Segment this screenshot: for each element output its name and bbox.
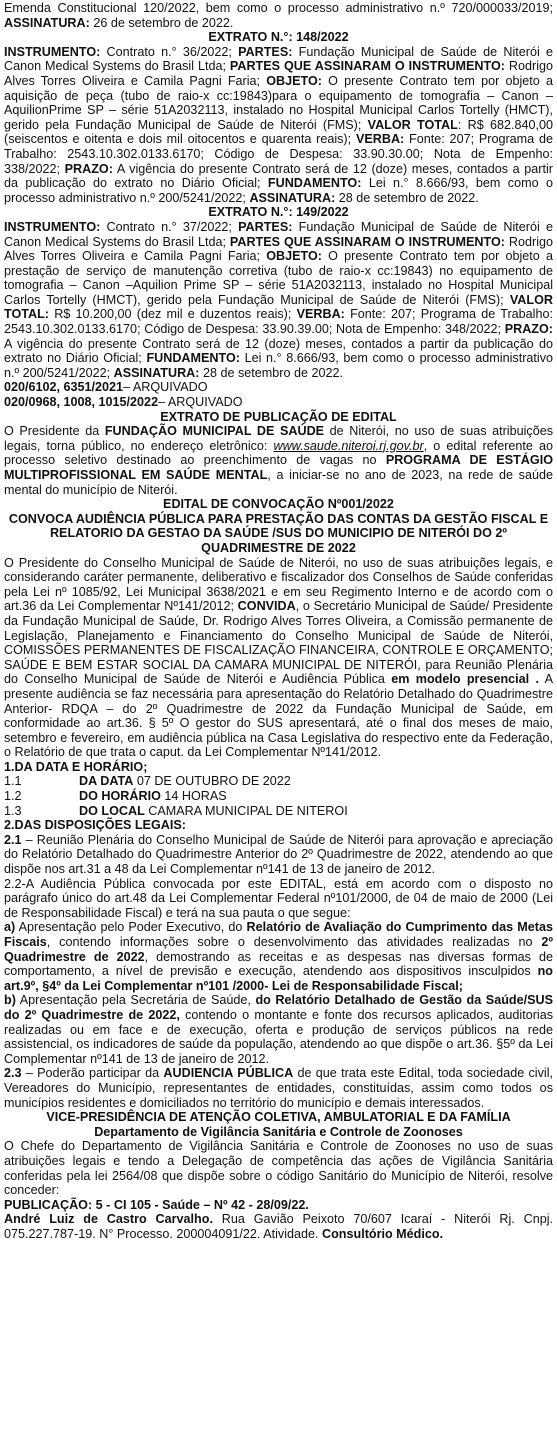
text-run: FUNDAMENTO: — [146, 351, 240, 366]
paragraph-emenda — [4, 1, 553, 30]
text-run: no art.9º, §4º da Lei Complementar nº101 /2000- Lei de Responsabilidade Fiscal; — [4, 964, 553, 993]
schedule-item — [4, 789, 553, 804]
text-run: INSTRUMENTO: — [4, 219, 101, 234]
text-run: FUNDAÇÃO MUNICIPAL DE SAÚDE — [104, 424, 325, 439]
text-run: – ARQUIVADO — [123, 380, 208, 395]
text-run: 28 de setembro de 2022. — [335, 190, 479, 205]
text-run: PRAZO: — [64, 161, 113, 176]
text-run: VERBA: — [296, 307, 345, 322]
text-run: 1.DA DATA E HORÁRIO; — [4, 759, 148, 774]
line-publicacao — [4, 1198, 553, 1213]
schedule-item-number: 1.1 — [4, 774, 22, 789]
text-run: VALOR TOTAL: — [4, 292, 553, 322]
line-arquivado-1 — [4, 380, 553, 395]
paragraph-item-a — [4, 920, 553, 993]
schedule-item-label: DO LOCAL — [79, 803, 145, 818]
heading-departamento — [4, 1125, 553, 1140]
text-run: Consultório Médico. — [322, 1226, 444, 1241]
text-run: Fonte: 207; Programa de Trabalho: 2543.10.302.0133.6170; Código de Despesa: 33.90.30.00; Nota de Empenho: 338/2022; — [4, 132, 553, 176]
text-run: PUBLICAÇÃO: 5 - CI 105 - Saúde – Nº 42 - 28/09/22. — [4, 1197, 309, 1212]
text-run: A vigência do presente Contrato será de 12 (doze) meses, contados a partir da publicação do extrato no Diário Oficial; — [4, 161, 553, 191]
text-run: Rodrigo Alves Torres Oliveira e Camila Pagni Faria; — [4, 234, 554, 264]
text-run: b) — [4, 993, 16, 1008]
text-run: – Reunião Plenária do Conselho Municipal de Saúde de Niterói para aprovação e apreciação do Relatório Detalhado do Quadrimestre Anterior do 2º Quadrimestre de 2022, atendendo ao que dispõe nos art.31 a 48 da Lei Complementar nº141 de 13 de janeiro de 2012. — [4, 832, 553, 877]
text-run: 2.DAS DISPOSIÇÕES LEGAIS: — [4, 818, 186, 833]
text-run: em modelo presencial . — [391, 672, 539, 687]
text-run: A presente audiência se faz necessária para apresentação do Relatório Detalhado do Quadrimestre Anterior- RDQA – do 2º Quadrimestre de 2022 da Fundação Municipal de Saúde, em conformidade ao art.36. § 5º O gestor do SUS apresentará, até o final dos meses de maio, setembro e fevereiro, em audiência pública na Casa Legislativa do respectivo ente da Federação, o Relatório de que trata o caput. da Lei Complementar Nº141/2012. — [4, 672, 553, 760]
heading-extrato-edital — [4, 410, 553, 425]
text-run: EDITAL DE CONVOCAÇÃO Nº001/2022 — [163, 497, 394, 512]
text-run: contendo o montante e fonte dos recursos aplicados, auditorias realizadas ou em face e de execução, oferta e produção de serviços públicos na rede assistencial, os indicadores de saúde da população, atendendo ao que dispõe o art.36. §5º da Lei Complementar nº141 de 13 de janeiro de 2012. — [4, 1007, 553, 1066]
schedule-item-text — [79, 804, 348, 819]
paragraph-2-2 — [4, 877, 553, 921]
schedule-item-value: CAMARA MUNICIPAL DE NITEROI — [144, 803, 348, 818]
text-run: INSTRUMENTO: — [4, 44, 101, 59]
text-run: CONVIDA — [237, 599, 296, 614]
heading-extrato-149 — [4, 205, 553, 220]
text-run: PARTES QUE ASSINARAM O INSTRUMENTO: — [229, 234, 505, 249]
text-run: 020/6102, 6351/2021 — [4, 380, 124, 395]
text-run: ASSINATURA: — [4, 15, 90, 30]
text-run: Fonte: 207; Programa de Trabalho: 2543.10.302.0133.6170; Código de Despesa: 33.90.39.00; Nota de Empenho: 348/2022; — [4, 307, 553, 337]
text-run: VALOR TOTAL — [367, 117, 458, 132]
schedule-item-value: 14 HORAS — [160, 789, 227, 804]
text-run: , o edital referente ao processo seletivo destinado ao preenchimento de vagas no — [4, 438, 553, 468]
text-run: O Presidente do Conselho Municipal de Saúde de Niterói, no uso de suas atribuições legais, e considerando caráter permanente, deliberativo e fiscalizador dos Conselhos de Saúde conferidas pela Lei nº 1085/92, Lei Municipal 3638/2021 e em seu Regimento Interno e de acordo com o art.36 da Lei Complementar Nº141/2012; — [4, 555, 553, 614]
text-run: O presente Contrato tem por objeto a aquisição de peça (tubo de raio-x cc:19843)para o equipamento de tomografia – Canon –AquilionPrime SP – série 51A2032113, instalado no Hospital Municipal Carlos Tortelly (HMCT), gerido pela Fundação Municipal de Saúde de Niterói (FMS); — [4, 73, 553, 132]
text-run: Apresentação pelo Poder Executivo, do — [15, 920, 247, 935]
text-run: 26 de setembro de 2022. — [89, 15, 234, 30]
heading-data-horario — [4, 760, 553, 775]
text-run: VERBA: — [355, 132, 405, 147]
schedule-item-value: 07 DE OUTUBRO DE 2022 — [133, 774, 291, 789]
text-run: 2.3 — [4, 1066, 22, 1081]
text-run: Fundação Municipal de Saúde de Niterói e Canon Medical Systems do Brasil Ltda; — [4, 219, 553, 249]
text-run: Rua Gavião Peixoto 70/607 Icaraí - Niterói Rj. Cnpj. 075.227.787-19. N° Processo. 200004091/22. Atividade. — [4, 1212, 553, 1241]
text-run: EXTRATO N.°: 148/2022 — [208, 30, 349, 45]
paragraph-2-1 — [4, 833, 553, 877]
text-run: OBJETO: — [266, 73, 322, 88]
paragraph-extrato-edital — [4, 424, 553, 497]
text-run: Apresentação pela Secretária de Saúde, — [15, 993, 256, 1008]
text-run: ASSINATURA: — [249, 190, 336, 205]
text-run: 2.1 — [4, 832, 22, 847]
heading-convoca-audiencia — [4, 512, 553, 556]
text-run: Rodrigo Alves Torres Oliveira e Camila Pagni Faria; — [4, 59, 554, 88]
text-run: O Chefe do Departamento de Vigilância Sanitária e Controle de Zoonoses no uso de suas atribuições legais e tendo a Delegação de competência das ações de Vigilância Sanitária conferidas pela lei 2564/08 que dispõe sobre o código Sanitário do Município de Niterói, resolve conceder: — [4, 1139, 553, 1198]
text-run: Emenda Constitucional 120/2022, bem como o processo administrativo n.º 720/000033/2019; — [4, 1, 553, 15]
schedule-item-text — [79, 774, 291, 789]
schedule-list — [4, 774, 553, 818]
schedule-item-text — [79, 789, 227, 804]
text-run: Departamento de Vigilância Sanitária e Controle de Zoonoses — [94, 1124, 463, 1139]
text-run: FUNDAMENTO: — [267, 176, 362, 191]
text-run: O presente Contrato tem por objeto a prestação de serviço de manutenção corretiva (tubo de raio-x cc:19843) no equipamento de tomografia – Canon –Aquilion Prime SP – série 51A2032113, instalado no Hospital Municipal Carlos Tortelly (HMCT), gerido pela Fundação Municipal de Saúde de Niterói (FMS); — [4, 249, 553, 307]
paragraph-andre-luiz — [4, 1212, 553, 1241]
text-run: , o Secretário Municipal de Saúde/ Presidente da Fundação Municipal de Saúde, Dr. Rodrigo Alves Torres Oliveira, a Comissão permanente de Legislação, Planejamento e Financiamento do Conselho Municipal de Saúde de Niterói, COMISSÕES PERMANENTES DE FISCALIZAÇÃO FINANCEIRA, CONTROLE E ORÇAMENTO; SAÚDE E BEM ESTAR SOCIAL DA CAMARA MUNICIPAL DE NITERÓI, para Reunião Plenária do Conselho Municipal de Saúde de Niterói e Audiência Pública — [4, 599, 553, 687]
text-run: Contrato n.° 36/2022; — [100, 44, 239, 59]
text-run: ASSINATURA: — [113, 365, 200, 380]
text-run: VICE-PRESIDÊNCIA DE ATENÇÃO COLETIVA, AMBULATORIAL E DA FAMÍLIA — [46, 1110, 511, 1125]
text-run: André Luiz de Castro Carvalho. — [4, 1212, 213, 1227]
text-run: www.saude.niteroi.rj.gov.br — [273, 438, 424, 453]
text-run: Lei n.° 8.666/93, bem como o processo administrativo n.º 200/5241/2022; — [4, 351, 553, 380]
text-run: 020/0968, 1008, 1015/2022 — [4, 395, 159, 410]
schedule-item-label: DO HORÁRIO — [79, 789, 161, 804]
text-run: – ARQUIVADO — [158, 395, 243, 410]
heading-disposicoes-legais — [4, 818, 553, 833]
text-run: , demostrando as receitas e as despesas nas diversas formas de comportamento, a nível de previsão e execução, atendendo aos dispositivos insculpidos — [4, 949, 553, 979]
text-run: , a iniciar-se no ano de 2023, na rede de saúde mental do município de Niterói. — [4, 468, 553, 497]
text-run: O Presidente da — [4, 424, 105, 439]
text-run: R$ 10.200,00 (dez mil e duzentos reais); — [49, 307, 297, 322]
heading-extrato-148 — [4, 30, 553, 45]
line-arquivado-2 — [4, 395, 553, 410]
heading-edital-convocacao — [4, 497, 553, 512]
text-run: PROGRAMA DE ESTÁGIO MULTIPROFISSIONAL EM SAÚDE MENTAL — [4, 453, 553, 482]
text-run: 2.2-A Audiência Pública convocada por este EDITAL, está em acordo com o disposto no parágrafo único do art.48 da Lei Complementar Federal nº101/2000, de 04 de maio de 2000 (Lei de Responsabilidade Fiscal) e terá na sua pauta o que segue: — [4, 876, 553, 920]
schedule-item — [4, 804, 553, 819]
text-run: AUDIENCIA PÚBLICA — [163, 1066, 294, 1081]
text-run: EXTRATO N.°: 149/2022 — [208, 205, 349, 220]
schedule-item-number: 1.2 — [4, 789, 22, 804]
text-run: OBJETO: — [266, 249, 322, 264]
text-run: PARTES: — [238, 219, 293, 234]
paragraph-extrato-148 — [4, 45, 553, 206]
schedule-item-label: DA DATA — [79, 774, 134, 789]
text-run: CONVOCA AUDIÊNCIA PÚBLICA PARA PRESTAÇÃO DAS CONTAS DA GESTÃO FISCAL E RELATORIO DA GESTAO DA SAÚDE /SUS DO MUNICIPIO DE NITERÓI DO 2º QUADRIMESTRE DE 2022 — [8, 511, 549, 555]
text-run: Fundação Municipal de Saúde de Niterói e Canon Medical Systems do Brasil Ltda; — [4, 44, 553, 74]
text-run: – Poderão participar da — [21, 1066, 164, 1081]
text-run: de que trata este Edital, toda sociedade civil, Vereadores do Município, representantes de entidades, constituídas, assim como todos os municípios residentes e domiciliados no território do município e demais interessados. — [4, 1066, 553, 1110]
text-run: do Relatório Detalhado de Gestão da Saúde/SUS do 2º Quadrimestre de 2022, — [4, 993, 553, 1022]
paragraph-convoca — [4, 556, 553, 760]
text-run: A vigência do presente Contrato será de 12 (doze) meses, contados a partir da publicação do extrato no Diário Oficial; — [4, 336, 553, 366]
text-run: PRAZO: — [504, 322, 553, 337]
paragraph-item-b — [4, 993, 553, 1066]
text-run: Contrato n.° 37/2022; — [100, 219, 239, 234]
schedule-item-number: 1.3 — [4, 803, 22, 818]
heading-vice-presidencia — [4, 1110, 553, 1125]
text-run: 2º Quadrimestre de 2022 — [4, 935, 553, 964]
text-run: 28 de setembro de 2022. — [199, 365, 344, 380]
text-run: Lei n.° 8.666/93, bem como o processo administrativo n.º 200/5241/2022; — [4, 176, 553, 205]
text-run: a) — [4, 920, 16, 935]
text-run: Relatório de Avaliação do Cumprimento das Metas Fiscais — [4, 920, 553, 949]
schedule-item — [4, 774, 553, 789]
text-run: de Niterói, no uso de suas atribuições legais, torna público, no endereço eletrônico: — [4, 424, 554, 453]
text-run: : R$ 682.840,00 (seiscentos e oitenta e dois mil oitocentos e quarenta reais); — [4, 117, 553, 147]
text-run: PARTES QUE ASSINARAM O INSTRUMENTO: — [229, 59, 505, 74]
text-run: PARTES: — [238, 44, 293, 59]
text-run: , contendo informações sobre o desenvolvimento das atividades realizadas no — [46, 935, 542, 949]
paragraph-chefe-departamento — [4, 1139, 553, 1197]
paragraph-extrato-149 — [4, 220, 553, 381]
paragraph-2-3 — [4, 1066, 553, 1110]
text-run: EXTRATO DE PUBLICAÇÃO DE EDITAL — [160, 409, 397, 424]
